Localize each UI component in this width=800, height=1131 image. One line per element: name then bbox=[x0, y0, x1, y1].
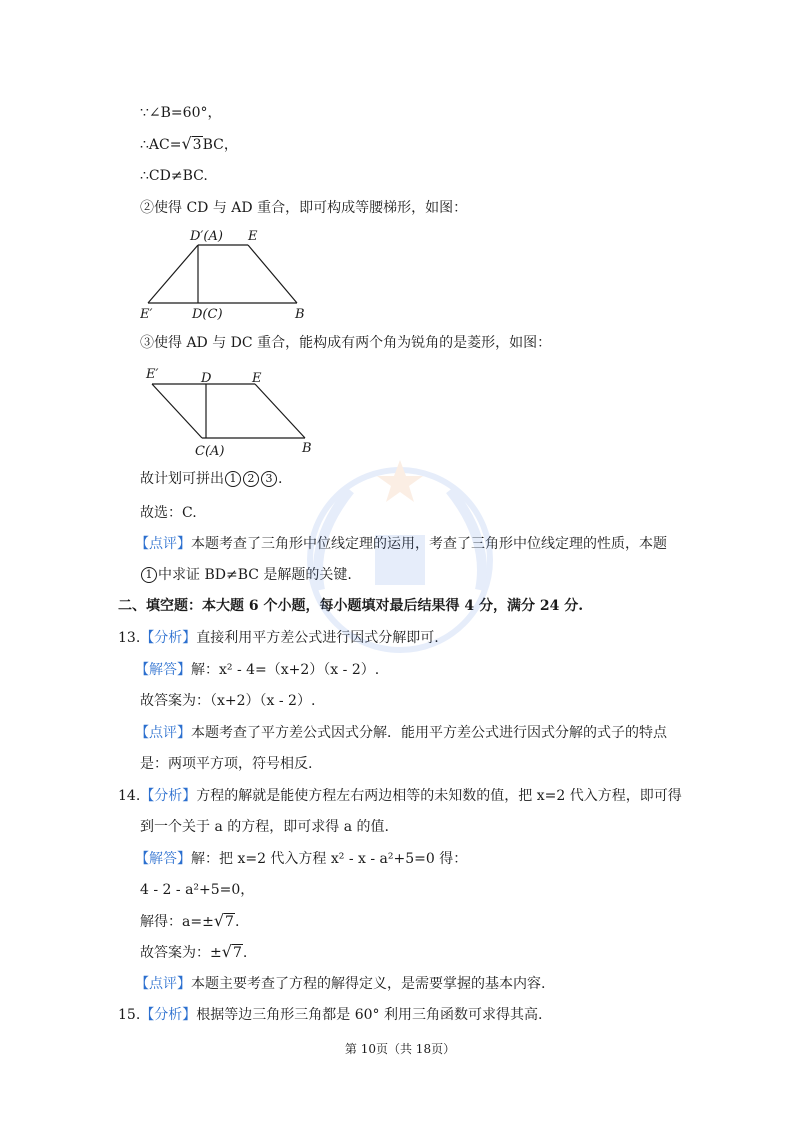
figure-label: E′ bbox=[140, 307, 153, 322]
circled-number: 2 bbox=[243, 471, 259, 487]
text-line: ∵∠B=60°， bbox=[140, 105, 222, 121]
text-line bbox=[135, 724, 667, 742]
text-fragment: . bbox=[234, 914, 240, 930]
text-line bbox=[140, 912, 239, 931]
analysis-tag: 【 分析 】 bbox=[140, 788, 196, 804]
text-line: 故选：C. bbox=[140, 505, 197, 521]
question-number: 13. bbox=[118, 630, 141, 646]
question-line bbox=[118, 787, 682, 805]
text-fragment: 根据等边三角形三角都是 60° 利用三角函数可求得其高. bbox=[196, 1007, 543, 1023]
circled-number: ③ bbox=[140, 335, 154, 351]
text-fragment: 故计划可拼出 bbox=[140, 471, 224, 487]
text-fragment: 直接利用平方差公式进行因式分解即可. bbox=[196, 630, 439, 646]
text-fragment: 解：把 x=2 代入方程 x² - x - a²+5=0 得： bbox=[191, 851, 468, 867]
text-fragment: 故答案为：± bbox=[140, 945, 222, 961]
circled-number: 3 bbox=[261, 471, 277, 487]
radicand: 7 bbox=[225, 914, 234, 930]
figure-label: B bbox=[302, 441, 312, 456]
sqrt-expression: √7 bbox=[221, 942, 242, 961]
text-line: 是：两项平方项，符号相反. bbox=[140, 756, 313, 772]
text-fragment: 本题主要考查了方程的解得定义，是需要掌握的基本内容. bbox=[191, 976, 546, 992]
figure-label: D bbox=[201, 371, 212, 386]
watermark-emblem bbox=[280, 440, 520, 680]
analysis-tag: 【 分析 】 bbox=[140, 1007, 196, 1023]
sqrt-expression: √7 bbox=[213, 911, 234, 930]
text-line: ∴CD≠BC. bbox=[140, 168, 208, 184]
text-line bbox=[140, 334, 551, 352]
text-line bbox=[140, 470, 282, 488]
answer-tag: 【 解答 】 bbox=[135, 851, 191, 867]
answer-tag: 【 解答 】 bbox=[135, 662, 191, 678]
text-line: 故答案为：（x+2）（x - 2）. bbox=[140, 693, 316, 709]
figure-label: E bbox=[248, 229, 258, 244]
sqrt-expression: √3 bbox=[181, 134, 202, 153]
figure-label: B bbox=[295, 307, 305, 322]
text-fragment: 方程的解就是能使方程左右两边相等的未知数的值，把 x=2 代入方程，即可得 bbox=[196, 788, 682, 804]
text-fragment: 本题考查了三角形中位线定理的运用，考查了三角形中位线定理的性质，本题 bbox=[191, 536, 667, 552]
radicand: 7 bbox=[232, 945, 242, 961]
circled-number: 1 bbox=[141, 567, 157, 583]
figure-label: D′(A) bbox=[190, 229, 223, 244]
analysis-tag: 【 分析 】 bbox=[140, 630, 196, 646]
comment-tag: 【 点评 】 bbox=[135, 725, 191, 741]
text-fragment: ∴AC= bbox=[140, 137, 182, 153]
text-line bbox=[140, 199, 467, 217]
comment-tag: 【 点评 】 bbox=[135, 976, 191, 992]
question-number: 15. bbox=[118, 1007, 141, 1023]
question-number: 14. bbox=[118, 788, 141, 804]
text-line bbox=[140, 943, 247, 962]
text-fragment: 解得：a=± bbox=[140, 914, 214, 930]
section-heading: 二、填空题：本大题 6 个小题，每小题填对最后结果得 4 分，满分 24 分. bbox=[118, 598, 584, 614]
figure-label: D(C) bbox=[192, 307, 223, 322]
text-fragment: 中求证 BD≠BC 是解题的关键. bbox=[158, 567, 352, 583]
text-fragment: . bbox=[242, 945, 248, 961]
page-footer: 第 10页（共 18页） bbox=[344, 1042, 456, 1056]
figure-label: E′ bbox=[146, 367, 159, 382]
text-line bbox=[140, 135, 238, 154]
figure-label: E bbox=[252, 371, 262, 386]
text-fragment: 解：x² - 4=（x+2）（x - 2）. bbox=[191, 662, 380, 678]
question-line bbox=[118, 1006, 542, 1024]
text-fragment: 本题考查了平方差公式因式分解．能用平方差公式进行因式分解的式子的特点 bbox=[191, 725, 667, 741]
trapezoid-figure bbox=[140, 225, 320, 325]
text-line bbox=[135, 850, 467, 868]
text-fragment: 使得 AD 与 DC 重合，能构成有两个角为锐角的是菱形，如图： bbox=[154, 335, 552, 351]
figure-label: C(A) bbox=[195, 444, 225, 459]
circled-number: 1 bbox=[225, 471, 241, 487]
text-fragment: . bbox=[278, 471, 283, 487]
radicand: 3 bbox=[192, 137, 202, 153]
circled-number: ② bbox=[140, 200, 154, 216]
text-fragment: BC， bbox=[202, 137, 238, 153]
text-line bbox=[135, 975, 545, 993]
text-fragment: 使得 CD 与 AD 重合，即可构成等腰梯形，如图： bbox=[154, 200, 468, 216]
comment-tag: 【 点评 】 bbox=[135, 536, 191, 552]
text-line: 到一个关于 a 的方程，即可求得 a 的值. bbox=[140, 819, 389, 835]
text-line: 4 - 2 - a²+5=0， bbox=[140, 882, 255, 898]
